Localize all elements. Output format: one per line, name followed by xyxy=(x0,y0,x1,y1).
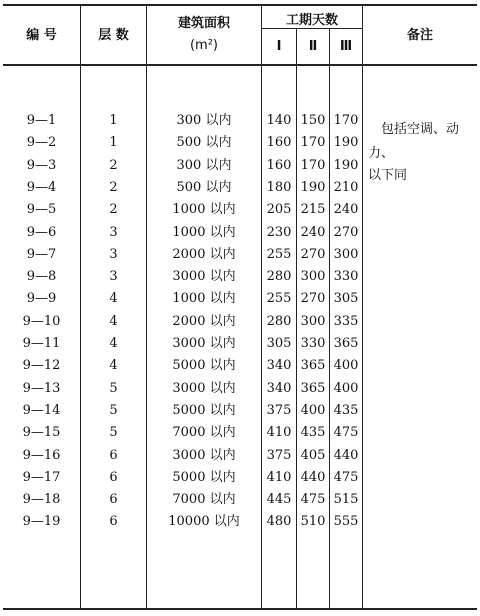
cell-area: 7000 以内 xyxy=(172,425,236,441)
header-class-ii: Ⅱ xyxy=(308,39,318,54)
cell-number: 9—6 xyxy=(26,224,57,240)
cell-class-iii: 190 xyxy=(333,135,359,151)
cell-class-iii: 170 xyxy=(333,113,359,128)
construction-period-table xyxy=(3,4,477,610)
cell-class-iii: 475 xyxy=(333,469,359,485)
cell-number: 9—2 xyxy=(26,135,57,151)
cell-class-i: 160 xyxy=(266,157,292,173)
cell-number: 9—13 xyxy=(22,380,61,396)
cell-area: 3000 以内 xyxy=(172,447,236,463)
cell-class-iii: 400 xyxy=(333,358,359,374)
cell-class-iii: 475 xyxy=(333,425,359,441)
cell-area: 3000 以内 xyxy=(172,380,236,396)
cell-area: 1000 以内 xyxy=(172,291,236,307)
cell-floors: 6 xyxy=(109,514,118,530)
cell-floors: 2 xyxy=(109,179,118,195)
cell-area: 7000 以内 xyxy=(172,492,236,508)
cell-area: 1000 以内 xyxy=(172,224,236,240)
cell-class-iii: 515 xyxy=(333,492,359,508)
cell-class-i: 375 xyxy=(266,447,292,463)
header-period: 工期天数 xyxy=(285,13,338,28)
cell-floors: 1 xyxy=(109,135,118,151)
cell-class-ii: 400 xyxy=(300,402,326,418)
cell-floors: 4 xyxy=(109,358,118,374)
remark-line-2: 力、 xyxy=(368,146,395,161)
col-divider-6 xyxy=(362,4,363,610)
cell-class-i: 205 xyxy=(266,202,292,218)
cell-class-ii: 475 xyxy=(300,492,326,508)
cell-area: 3000 以内 xyxy=(172,269,236,285)
cell-class-ii: 330 xyxy=(300,336,326,351)
cell-area: 500 以内 xyxy=(176,179,232,195)
cell-floors: 3 xyxy=(109,246,118,262)
cell-area: 300 以内 xyxy=(176,157,232,173)
cell-class-iii: 210 xyxy=(333,179,359,195)
cell-class-iii: 190 xyxy=(333,157,359,173)
header-area: 建筑面积 xyxy=(177,16,230,31)
cell-class-i: 480 xyxy=(266,514,292,530)
cell-number: 9—16 xyxy=(22,447,61,463)
cell-class-iii: 555 xyxy=(333,514,359,530)
cell-floors: 5 xyxy=(109,380,118,396)
cell-number: 9—1 xyxy=(26,113,57,128)
cell-area: 5000 以内 xyxy=(172,469,236,485)
cell-floors: 5 xyxy=(109,425,118,441)
cell-floors: 2 xyxy=(109,157,118,173)
cell-class-ii: 190 xyxy=(300,179,326,195)
cell-class-iii: 400 xyxy=(333,380,359,396)
cell-area: 1000 以内 xyxy=(172,202,236,218)
cell-class-i: 340 xyxy=(266,380,292,396)
cell-floors: 4 xyxy=(109,313,118,329)
cell-area: 10000 以内 xyxy=(168,514,240,530)
cell-class-i: 230 xyxy=(266,224,292,240)
cell-class-ii: 510 xyxy=(300,514,326,530)
cell-class-i: 140 xyxy=(266,113,292,128)
header-area-unit: (m²) xyxy=(189,38,219,53)
cell-area: 500 以内 xyxy=(176,135,232,151)
cell-number: 9—17 xyxy=(22,469,61,485)
cell-class-ii: 240 xyxy=(300,224,326,240)
cell-class-iii: 365 xyxy=(333,336,359,351)
cell-floors: 4 xyxy=(109,291,118,307)
cell-class-i: 160 xyxy=(266,135,292,151)
cell-class-ii: 405 xyxy=(300,447,326,463)
cell-number: 9—18 xyxy=(22,492,61,508)
cell-class-i: 255 xyxy=(266,246,292,262)
cell-number: 9—7 xyxy=(26,246,57,262)
cell-area: 2000 以内 xyxy=(172,313,236,329)
cell-class-ii: 215 xyxy=(300,202,326,218)
cell-floors: 3 xyxy=(109,269,118,285)
cell-floors: 3 xyxy=(109,224,118,240)
cell-number: 9—14 xyxy=(22,402,61,418)
cell-class-ii: 150 xyxy=(300,113,326,128)
cell-class-iii: 270 xyxy=(333,224,359,240)
cell-number: 9—12 xyxy=(22,358,61,374)
cell-class-ii: 365 xyxy=(300,380,326,396)
cell-class-ii: 440 xyxy=(300,469,326,485)
cell-class-iii: 300 xyxy=(333,246,359,262)
header-bottom-rule xyxy=(3,64,477,66)
cell-floors: 5 xyxy=(109,402,118,418)
cell-number: 9—8 xyxy=(26,269,57,285)
cell-floors: 4 xyxy=(109,336,118,351)
cell-number: 9—5 xyxy=(26,202,57,218)
header-remark: 备注 xyxy=(406,28,433,43)
cell-floors: 6 xyxy=(109,492,118,508)
cell-class-iii: 435 xyxy=(333,402,359,418)
cell-class-i: 445 xyxy=(266,492,292,508)
cell-class-i: 180 xyxy=(266,179,292,195)
cell-class-iii: 240 xyxy=(333,202,359,218)
cell-area: 2000 以内 xyxy=(172,246,236,262)
cell-number: 9—15 xyxy=(22,425,61,441)
cell-floors: 6 xyxy=(109,447,118,463)
cell-class-iii: 440 xyxy=(333,447,359,463)
cell-class-iii: 305 xyxy=(333,291,359,307)
cell-class-i: 280 xyxy=(266,313,292,329)
remark-line-3: 以下同 xyxy=(368,168,408,183)
cell-number: 9—9 xyxy=(26,291,57,307)
cell-class-i: 280 xyxy=(266,269,292,285)
cell-class-ii: 365 xyxy=(300,358,326,374)
cell-class-i: 305 xyxy=(266,336,292,351)
cell-number: 9—11 xyxy=(22,336,61,351)
cell-floors: 6 xyxy=(109,469,118,485)
header-class-iii: Ⅲ xyxy=(339,39,353,54)
cell-area: 5000 以内 xyxy=(172,358,236,374)
cell-class-ii: 435 xyxy=(300,425,326,441)
cell-class-iii: 335 xyxy=(333,313,359,329)
cell-class-i: 340 xyxy=(266,358,292,374)
cell-class-ii: 300 xyxy=(300,269,326,285)
table-top-rule xyxy=(3,4,477,6)
cell-class-i: 375 xyxy=(266,402,292,418)
remark-line-1: 包括空调、动 xyxy=(381,122,460,137)
cell-number: 9—3 xyxy=(26,157,57,173)
cell-class-ii: 270 xyxy=(300,246,326,262)
header-number: 编 号 xyxy=(26,28,57,43)
cell-area: 3000 以内 xyxy=(172,336,236,351)
cell-floors: 1 xyxy=(109,113,118,128)
header-floors: 层 数 xyxy=(98,28,129,43)
cell-class-iii: 330 xyxy=(333,269,359,285)
cell-number: 9—10 xyxy=(22,313,61,329)
cell-class-i: 410 xyxy=(266,469,292,485)
cell-area: 5000 以内 xyxy=(172,402,236,418)
header-class-i: Ⅰ xyxy=(276,39,282,54)
cell-floors: 2 xyxy=(109,202,118,218)
cell-class-ii: 170 xyxy=(300,157,326,173)
cell-class-ii: 300 xyxy=(300,313,326,329)
table-bottom-rule xyxy=(3,608,477,610)
cell-number: 9—4 xyxy=(26,179,57,195)
cell-class-ii: 170 xyxy=(300,135,326,151)
cell-class-ii: 270 xyxy=(300,291,326,307)
cell-class-i: 410 xyxy=(266,425,292,441)
cell-class-i: 255 xyxy=(266,291,292,307)
cell-number: 9—19 xyxy=(22,514,61,530)
period-subheader-rule xyxy=(261,28,362,29)
cell-area: 300 以内 xyxy=(176,113,232,128)
